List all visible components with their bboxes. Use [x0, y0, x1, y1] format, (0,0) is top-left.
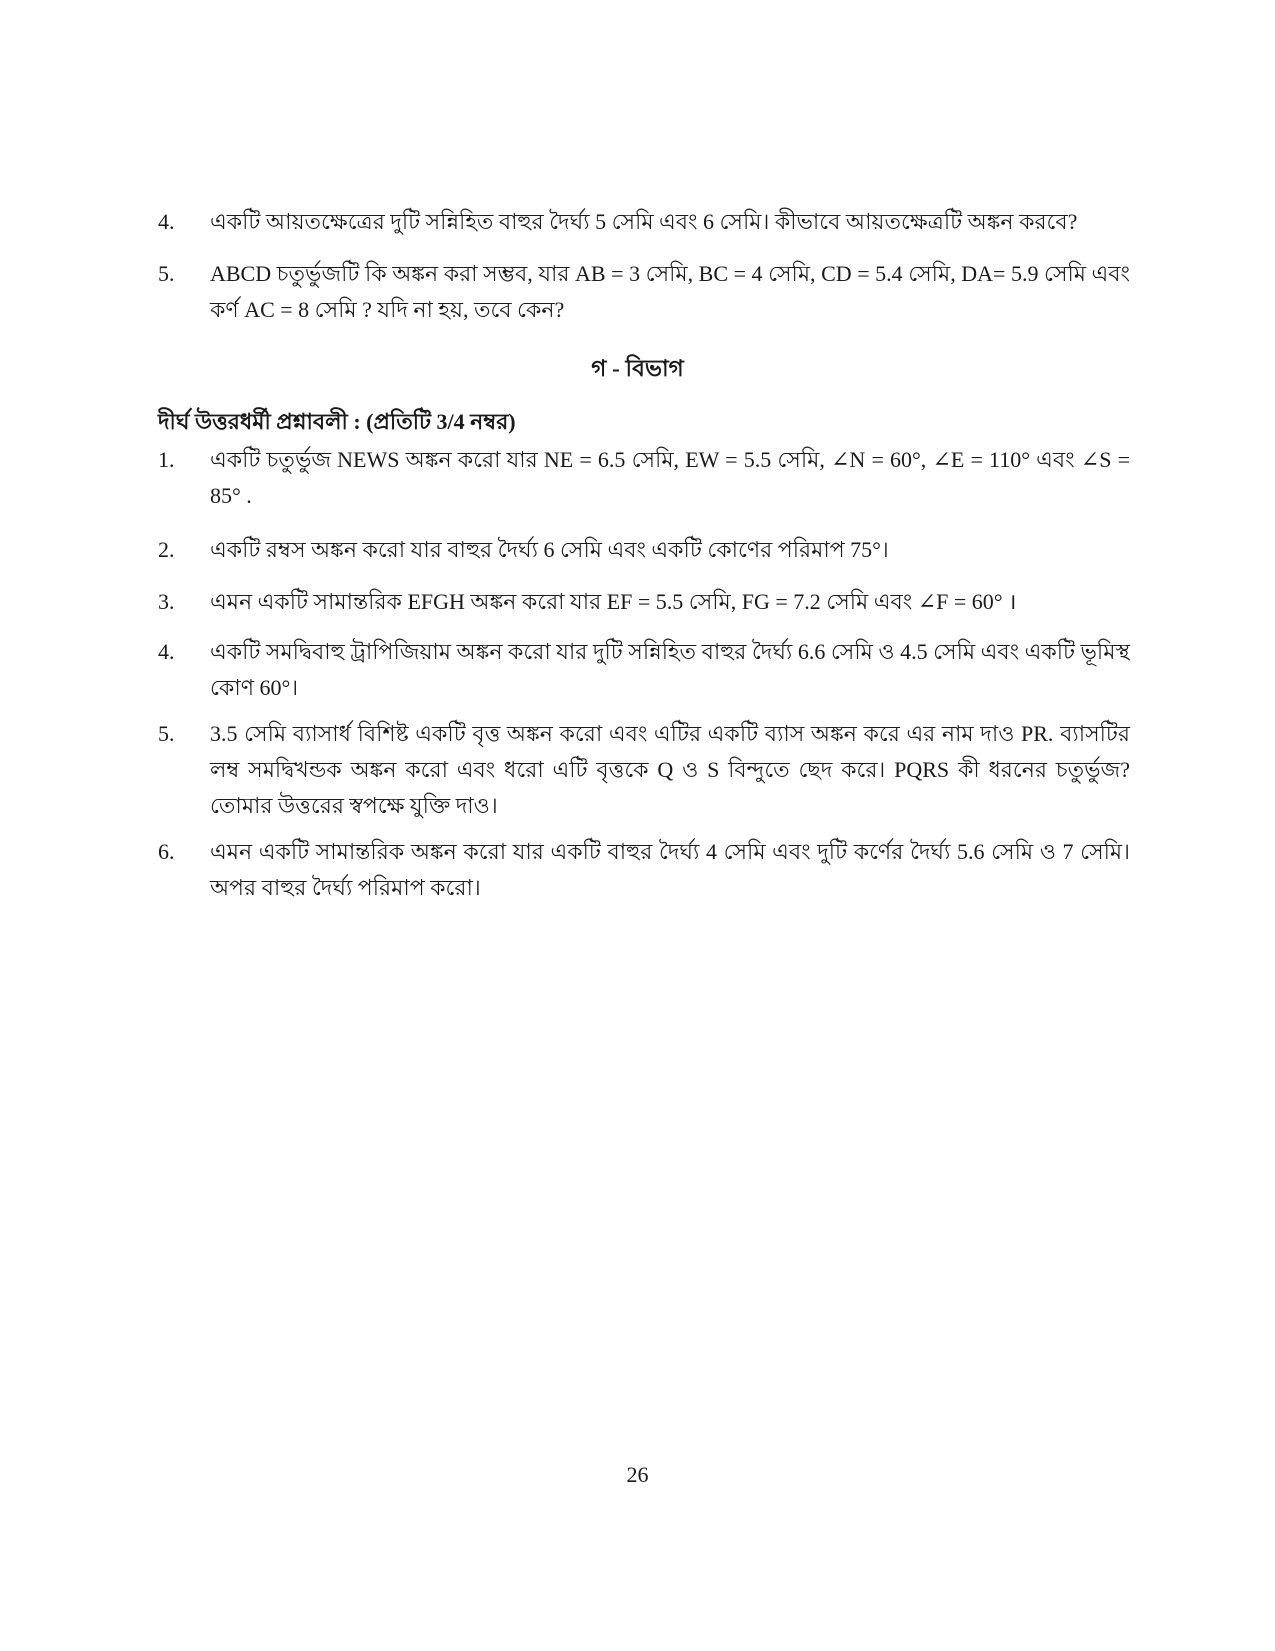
question-number: 4. [158, 209, 175, 234]
question-c-3 [158, 584, 1130, 620]
question-text: ABCD চতুর্ভুজটি কি অঙ্কন করা সম্ভব, যার AB = 3 সেমি, BC = 4 সেমি, CD = 5.4 সেমি, DA= 5.9 সেমি এবং কর্ণ AC = 8 সেমি ? যদি না হয়, তবে কেন? [210, 261, 1130, 322]
question-number: 1. [158, 447, 175, 472]
question-text: একটি আয়তক্ষেত্রের দুটি সন্নিহিত বাহুর দৈর্ঘ্য 5 সেমি এবং 6 সেমি। কীভাবে আয়তক্ষেত্রটি অঙ্কন করবে? [210, 209, 1078, 234]
question-c-5 [158, 716, 1130, 824]
question-b-5 [158, 256, 1130, 328]
question-text: একটি সমদ্বিবাহু ট্রাপিজিয়াম অঙ্কন করো যার দুটি সন্নিহিত বাহুর দৈর্ঘ্য 6.6 সেমি ও 4.5 সেমি এবং একটি ভূমিস্থ কোণ 60°। [210, 639, 1130, 700]
question-number: 5. [158, 261, 175, 286]
question-number: 2. [158, 537, 175, 562]
question-text: এমন একটি সামান্তরিক EFGH অঙ্কন করো যার EF = 5.5 সেমি, FG = 7.2 সেমি এবং ∠F = 60° । [210, 589, 1017, 614]
section-title: গ - বিভাগ [591, 356, 684, 381]
question-c-1 [158, 442, 1130, 514]
question-number: 4. [158, 639, 175, 664]
question-c-4 [158, 634, 1130, 706]
question-text: একটি রম্বস অঙ্কন করো যার বাহুর দৈর্ঘ্য 6 সেমি এবং একটি কোণের পরিমাপ 75°। [210, 537, 889, 562]
question-text: একটি চতুর্ভুজ NEWS অঙ্কন করো যার NE = 6.5 সেমি, EW = 5.5 সেমি, ∠N = 60°, ∠E = 110° এবং ∠S = 85° . [210, 447, 1130, 508]
section-subheading: দীর্ঘ উত্তরধর্মী প্রশ্নাবলী : (প্রতিটি 3/4 নম্বর) [158, 409, 516, 434]
question-number: 3. [158, 589, 175, 614]
question-text: 3.5 সেমি ব্যাসার্ধ বিশিষ্ট একটি বৃত্ত অঙ্কন করো এবং এটির একটি ব্যাস অঙ্কন করে এর নাম দাও PR. ব্যাসটির লম্ব সমদ্বিখন্ডক অঙ্কন করো এবং ধরো এটি বৃত্তকে Q ও S বিন্দুতে ছেদ করে। PQRS কী ধরনের চতুর্ভুজ? তোমার উত্তরের স্বপক্ষে যুক্তি দাও। [210, 721, 1130, 818]
question-text: এমন একটি সামান্তরিক অঙ্কন করো যার একটি বাহুর দৈর্ঘ্য 4 সেমি এবং দুটি কর্ণের দৈর্ঘ্য 5.6 সেমি ও 7 সেমি। অপর বাহুর দৈর্ঘ্য পরিমাপ করো। [210, 839, 1130, 900]
question-c-2 [158, 532, 1130, 568]
question-number: 5. [158, 721, 175, 746]
question-number: 6. [158, 839, 175, 864]
page-number: 26 [626, 1462, 649, 1487]
question-b-4 [158, 204, 1130, 240]
question-c-6 [158, 834, 1130, 906]
